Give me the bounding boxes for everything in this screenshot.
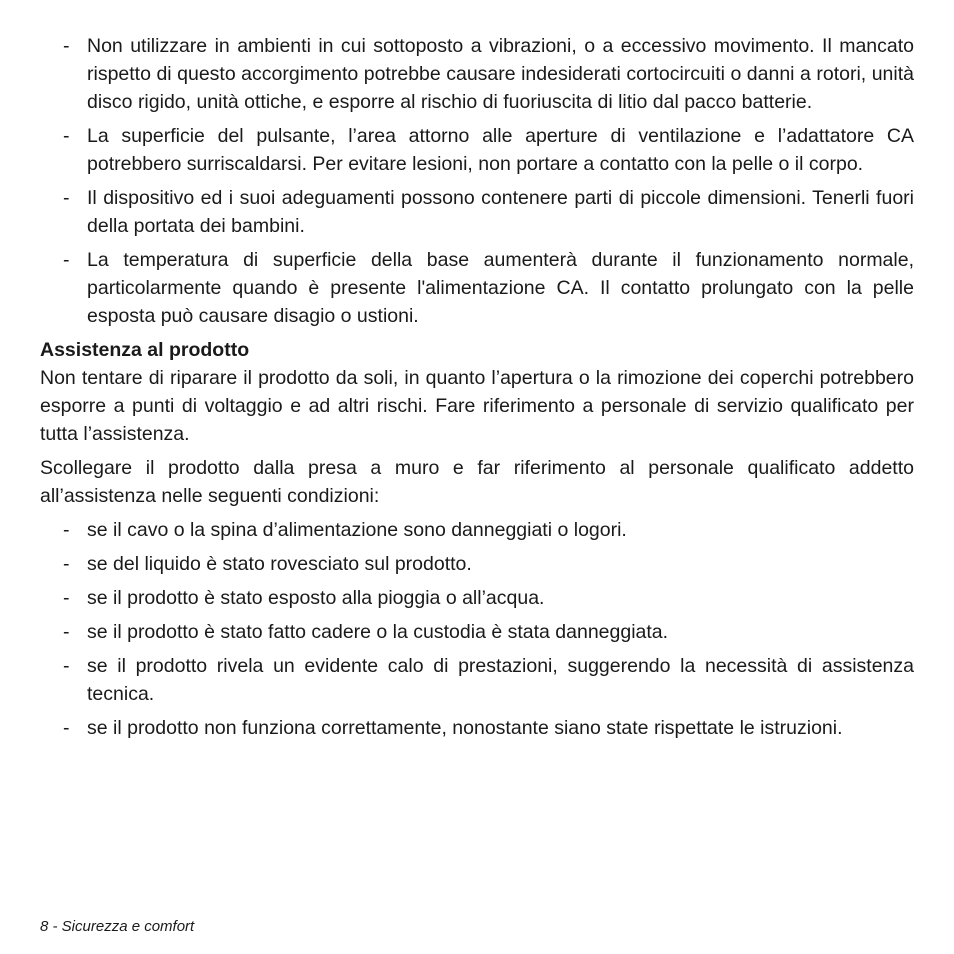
bullet-marker: - bbox=[63, 35, 70, 57]
bullet-marker: - bbox=[63, 519, 70, 541]
bullet-marker: - bbox=[63, 553, 70, 575]
list-item-text: se il prodotto non funziona correttamente, nonostante siano state rispettate le istruzioni. bbox=[87, 717, 843, 739]
list-item-text: Il dispositivo ed i suoi adeguamenti possono contenere parti di piccole dimensioni. Tenerli fuori della portata dei bambini. bbox=[87, 187, 914, 237]
conditions-list bbox=[40, 516, 914, 742]
list-item bbox=[40, 516, 914, 544]
unplug-paragraph: Scollegare il prodotto dalla presa a muro e far riferimento al personale qualificato addetto all’assistenza nelle seguenti condizioni: bbox=[40, 457, 914, 507]
list-item bbox=[40, 184, 914, 240]
section-heading: Assistenza al prodotto bbox=[40, 339, 250, 361]
list-item bbox=[40, 550, 914, 578]
list-item-text: La superficie del pulsante, l’area attorno alle aperture di ventilazione e l’adattatore CA potrebbero surriscaldarsi. Per evitare lesioni, non portare a contatto con la pelle o il corpo. bbox=[87, 125, 914, 175]
page-body bbox=[40, 32, 914, 748]
bullet-marker: - bbox=[63, 187, 70, 209]
warnings-list bbox=[40, 32, 914, 330]
list-item bbox=[40, 584, 914, 612]
list-item-text: se il cavo o la spina d’alimentazione sono danneggiati o logori. bbox=[87, 519, 627, 541]
list-item-text: se il prodotto è stato esposto alla pioggia o all’acqua. bbox=[87, 587, 545, 609]
list-item bbox=[40, 246, 914, 330]
bullet-marker: - bbox=[63, 587, 70, 609]
bullet-marker: - bbox=[63, 249, 70, 271]
bullet-marker: - bbox=[63, 655, 70, 677]
list-item-text: se il prodotto rivela un evidente calo di prestazioni, suggerendo la necessità di assistenza tecnica. bbox=[87, 655, 914, 705]
bullet-marker: - bbox=[63, 621, 70, 643]
list-item-text: La temperatura di superficie della base aumenterà durante il funzionamento normale, particolarmente quando è presente l'alimentazione CA. Il contatto prolungato con la pelle esposta può causare disagio o ustioni. bbox=[87, 249, 914, 327]
list-item-text: se del liquido è stato rovesciato sul prodotto. bbox=[87, 553, 472, 575]
bullet-marker: - bbox=[63, 125, 70, 147]
list-item bbox=[40, 32, 914, 116]
bullet-marker: - bbox=[63, 717, 70, 739]
service-paragraph: Non tentare di riparare il prodotto da soli, in quanto l’apertura o la rimozione dei coperchi potrebbero esporre a punti di voltaggio e ad altri rischi. Fare riferimento a personale di servizio qualificato per tutta l’assistenza. bbox=[40, 367, 914, 445]
page-footer: 8 - Sicurezza e comfort bbox=[40, 918, 195, 935]
list-item bbox=[40, 618, 914, 646]
list-item-text: se il prodotto è stato fatto cadere o la custodia è stata danneggiata. bbox=[87, 621, 669, 643]
list-item bbox=[40, 122, 914, 178]
list-item bbox=[40, 714, 914, 742]
list-item bbox=[40, 652, 914, 708]
list-item-text: Non utilizzare in ambienti in cui sottoposto a vibrazioni, o a eccessivo movimento. Il mancato rispetto di questo accorgimento potrebbe causare indesiderati cortocircuiti o danni a rotori, unità disco rigido, unità ottiche, e esporre al rischio di fuoriuscita di litio dal pacco batterie. bbox=[87, 35, 914, 113]
